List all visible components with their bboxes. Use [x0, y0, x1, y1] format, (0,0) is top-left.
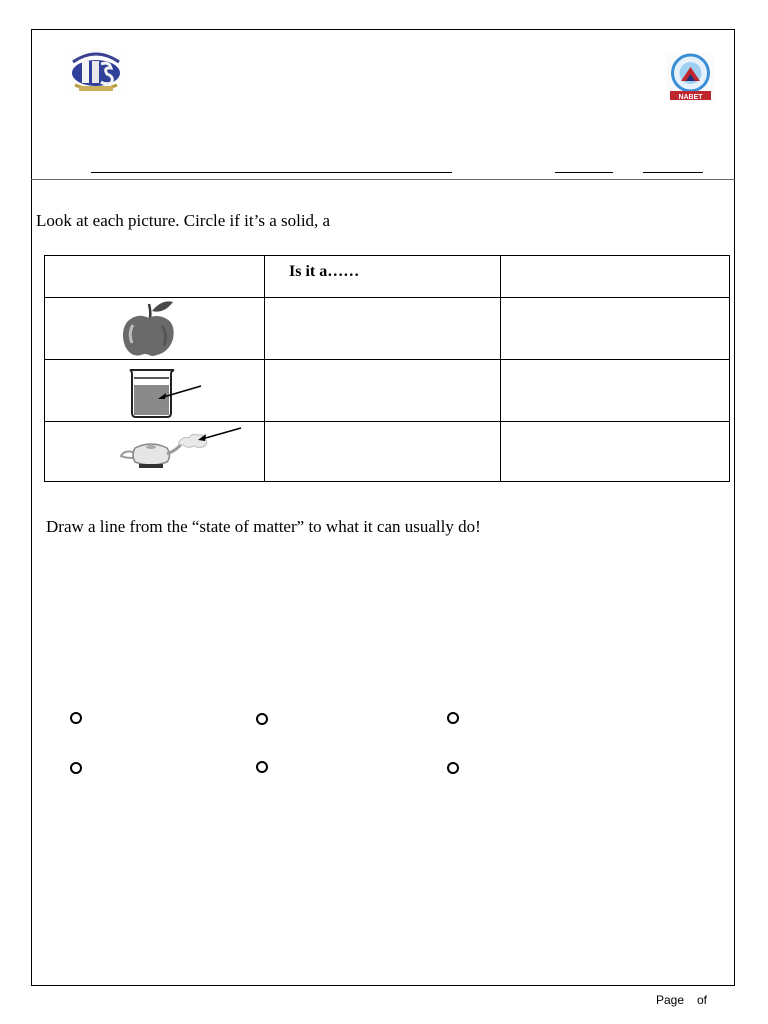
match-dot[interactable] [70, 762, 82, 774]
page-label: Page [656, 993, 685, 1007]
table-row [45, 360, 730, 422]
answer-cell[interactable] [265, 360, 501, 422]
accreditation-logo-text: NABET [678, 94, 703, 101]
steaming-kettle-icon [45, 422, 265, 481]
picture-cell [45, 360, 265, 422]
beaker-of-liquid-icon [45, 360, 265, 421]
picture-cell [45, 298, 265, 360]
table-row [45, 298, 730, 360]
header-divider [31, 179, 735, 180]
date-blank-line[interactable] [643, 172, 703, 173]
table-header-cell [501, 256, 730, 298]
name-blank-line[interactable] [91, 172, 452, 173]
table-row [45, 422, 730, 482]
table-header-cell: Is it a…… [265, 256, 501, 298]
picture-cell [45, 422, 265, 482]
table-header-cell [45, 256, 265, 298]
match-dot[interactable] [447, 762, 459, 774]
class-blank-line[interactable] [555, 172, 613, 173]
match-dot[interactable] [256, 761, 268, 773]
state-of-matter-table [44, 255, 730, 482]
answer-cell[interactable] [265, 298, 501, 360]
answer-cell[interactable] [501, 360, 730, 422]
table-header-row [45, 256, 730, 298]
accreditation-logo [667, 53, 714, 101]
instruction-2: Draw a line from the “state of matter” to what it can usually do! [46, 517, 481, 536]
match-dot[interactable] [256, 713, 268, 725]
school-crest-logo [65, 48, 127, 94]
apple-icon [45, 298, 265, 359]
of-label: of [697, 993, 708, 1007]
answer-cell[interactable] [501, 298, 730, 360]
instruction-1: Look at each picture. Circle if it’s a solid, a [36, 211, 331, 230]
answer-cell[interactable] [501, 422, 730, 482]
match-dot[interactable] [447, 712, 459, 724]
answer-cell[interactable] [265, 422, 501, 482]
match-dot[interactable] [70, 712, 82, 724]
